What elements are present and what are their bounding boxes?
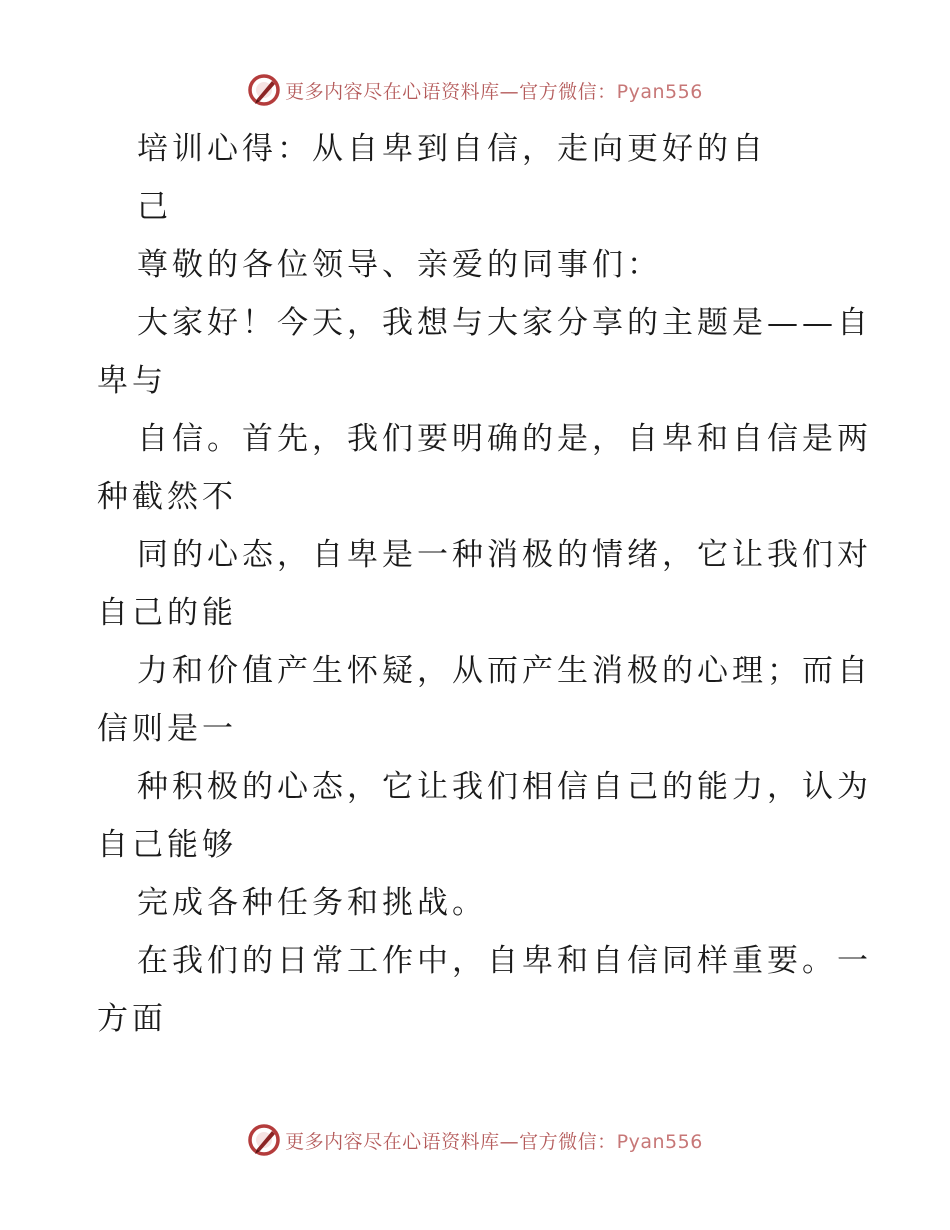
pen-circle-logo-icon [247,1123,281,1157]
document-title-line-1: 培训心得：从自卑到自信，走向更好的自 [137,131,767,167]
paragraph-line: 方面 [97,1001,167,1037]
header-wechat-handle: Pyan556 [616,80,703,103]
header-banner-label: 更多内容尽在心语资料库—官方微信： [285,80,617,103]
header-banner-text [285,77,703,104]
footer-banner [0,1120,950,1160]
paragraph-line: 种截然不 [97,479,237,515]
paragraph-line: 卑与 [97,363,167,399]
paragraph-line: 自己的能 [97,595,237,631]
paragraph-line: 力和价值产生怀疑，从而产生消极的心理；而自 [137,653,872,689]
salutation: 尊敬的各位领导、亲爱的同事们： [137,247,662,283]
paragraph-line: 信则是一 [97,711,237,747]
paragraph-line: 自己能够 [97,827,237,863]
footer-banner-text [285,1127,703,1154]
document-title-line-2: 己 [137,189,172,225]
paragraph-line: 种积极的心态，它让我们相信自己的能力，认为 [137,769,872,805]
paragraph-line: 同的心态，自卑是一种消极的情绪，它让我们对 [137,537,872,573]
paragraph-line: 自信。首先，我们要明确的是，自卑和自信是两 [137,421,872,457]
document-body [97,120,872,1048]
paragraph-line: 在我们的日常工作中，自卑和自信同样重要。一 [137,943,872,979]
paragraph-line: 大家好！今天，我想与大家分享的主题是——自 [137,305,872,341]
pen-circle-logo-icon [247,73,281,107]
header-banner [0,70,950,110]
footer-wechat-handle: Pyan556 [616,1130,703,1153]
footer-banner-label: 更多内容尽在心语资料库—官方微信： [285,1130,617,1153]
paragraph-line: 完成各种任务和挑战。 [137,885,487,921]
